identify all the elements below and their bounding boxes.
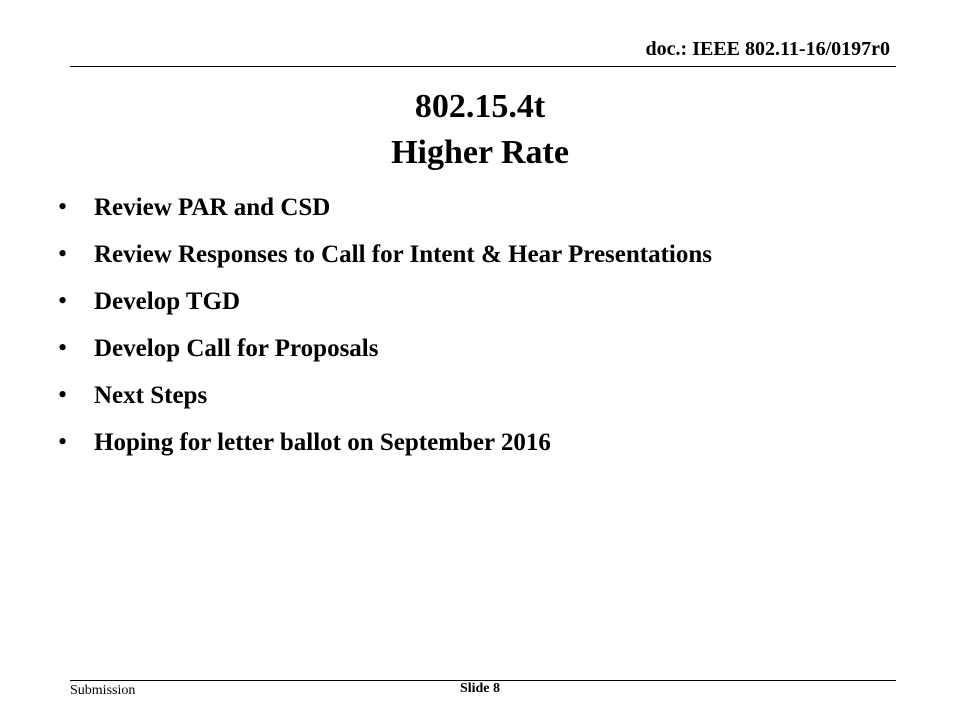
bullet-item [58,286,918,317]
bullet-icon: • [58,380,68,409]
bullet-text: Develop Call for Proposals [94,335,379,362]
bullet-text: Develop TGD [94,288,241,315]
header-divider [70,66,896,67]
bullet-text: Review PAR and CSD [94,194,331,221]
bullet-item [58,380,918,411]
slide-number: Slide 8 [459,681,501,696]
bullet-item [58,192,918,223]
bullet-icon: • [58,286,68,315]
bullet-list [58,192,918,474]
bullet-text: Review Responses to Call for Intent & Hear Presentations [94,241,712,268]
document-id: doc.: IEEE 802.11-16/0197r0 [645,38,890,60]
slide-title [0,84,960,176]
title-line-1: 802.15.4t [414,88,546,125]
bullet-item [58,333,918,364]
bullet-item [58,239,918,270]
bullet-item [58,427,918,458]
footer-submission: Submission [70,683,136,698]
bullet-icon: • [58,239,68,268]
bullet-text: Next Steps [94,382,208,409]
bullet-icon: • [58,333,68,362]
bullet-text: Hoping for letter ballot on September 2016 [94,429,551,456]
title-line-2: Higher Rate [391,134,569,171]
bullet-icon: • [58,427,68,456]
bullet-icon: • [58,192,68,221]
